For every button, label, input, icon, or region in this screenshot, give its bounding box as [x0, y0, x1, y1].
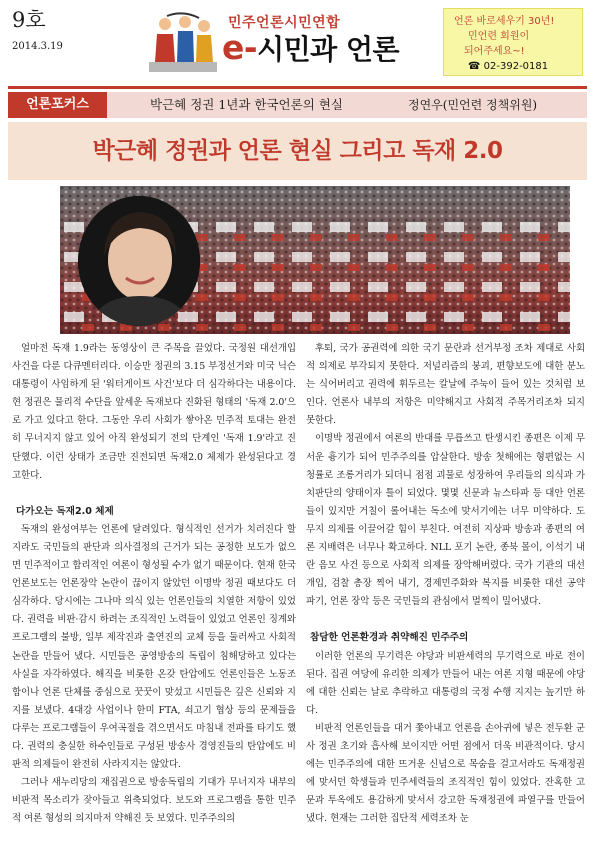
notice-line-3: 되어주세요~!	[464, 46, 525, 57]
issue-date: 2014.3.19	[12, 41, 63, 52]
paragraph: 비판적 언론인들을 대거 쫓아내고 언론을 손아귀에 넣은 전두환 군사 정권 초기와 흡사해 보이지만 어떤 점에서 더욱 비관적이다. 당시에는 민주주의에 대한 뜨거운 신념으로 목숨을 걸고서라도 독재정권에 맞서던 학생들과 민주세력들의 조직적인 힘이 있었다. 잔혹한 고문과 투옥에도 용감하게 맞서서 강고한 독재정권에 파열구를 만들어 냈다. 현재는 그러한 집단적 세력조차 눈	[306, 722, 585, 825]
issue-info	[12, 8, 72, 54]
author-byline: 정연우(민언련 정책위원)	[408, 98, 538, 112]
membership-notice	[443, 8, 583, 76]
section-tag: 언론포커스	[8, 92, 107, 118]
phone-icon: ☎	[468, 61, 481, 72]
logo-illustration-icon	[147, 12, 219, 74]
portrait-photo	[78, 196, 200, 326]
notice-line-2: 민언련 회원이	[468, 31, 530, 42]
paragraph: 후퇴, 국가 공권력에 의한 국기 문란과 선거부정 조차 제대로 사회적 의제로 부각되지 못한다. 저널리즘의 붕괴, 편향보도에 대한 분노는 식어버리고 권력에 휘두르는 칼날에 주눅이 들어 있는 것처럼 보인다. 언론사 내부의 저항은 미약해지고 사회적 주목거리조차 되지 못한다.	[306, 343, 585, 427]
issue-number: 9호	[12, 8, 46, 32]
subheading: 참담한 언론환경과 취약해진 민주주의	[310, 632, 469, 644]
paragraph: 그러나 새누리당의 재집권으로 방송독립의 기대가 무너지자 내부의 비판적 목소리가 잦아들고 위축되었다. 보도와 프로그램을 통한 민주적 여론 형성의 의지마저 약해진 듯 보였다. 민주주의의	[12, 777, 296, 825]
subheading: 다가오는 독재2.0 체제	[16, 505, 114, 517]
org-name: 민주언론시민연합	[228, 15, 341, 31]
header-rule	[8, 86, 587, 89]
portrait-image	[78, 196, 200, 326]
body-column-left	[12, 340, 296, 828]
notice-phone: 02-392-0181	[483, 61, 549, 72]
paragraph: 얼마전 독재 1.9라는 동영상이 큰 주목을 끌었다. 국정원 대선개입 사건을 다룬 다큐멘터리다. 이승만 정권의 3.15 부정선거와 미국 닉슨 대통령이 사임하게 된 '워터게이트 사건'보다 더 심각하다는 내용이다. 현 정권은 물리적 수단을 앞세운 독재보다 진화된 형태의 '독재 2.0'으로 가고 있다고 한다. 그동안 우리 사회가 쌓아온 민주적 토대는 완전히 무너지지 않고 있어 아직 완성되기 전의 단계인 '독재 1.9'라고 진단했다. 이런 상태가 조금만 진전되면 독재2.0 체제가 완성된다고 경고한다.	[12, 343, 296, 481]
paragraph: 이러한 언론의 무기력은 야당과 비판세력의 무기력으로 바로 전이된다. 집권 여당에 유리한 의제가 만들어 내는 여론 지형 때문에 야당에 대한 신뢰는 날로 추락하고 대통령의 국정 수행 지지는 높기만 하다.	[306, 650, 585, 716]
body-column-right	[306, 340, 585, 828]
paragraph: 이명박 정권에서 여론의 반대를 무릅쓰고 탄생시킨 종편은 이제 무서운 흉기가 되어 민주주의를 압살한다. 방송 첫해에는 형편없는 시청률로 조롱거리가 되더니 점점 괴물로 성장하여 우리들의 의식과 가치판단의 양태이자 틀이 되었다. 몇몇 신문과 뉴스타파 등 대안 언론들이 있지만 거칠이 롤어내는 독소에 맞서기에는 너무 미약하다. 도무지 의제를 이끌어갈 힘이 부친다. 여전히 지상파 방송과 종편의 여론 지배력은 너무나 확고하다. NLL 포기 논란, 종북 몰이, 이석기 내란 음모 사건 등으로 사회적 의제를 장악해버렸다. 국가 기관의 대선 개입, 검찰 총장 찍어 내기, 경제민주화와 복지를 비롯한 대선 공약 파기, 언론 장악 등은 국민들의 관심에서 멀찍이 밀어냈다.	[306, 433, 585, 608]
section-subtitle: 박근혜 정권 1년과 한국언론의 현실	[150, 97, 343, 112]
paper-title	[222, 28, 399, 68]
paragraph: 독재의 완성여부는 언론에 달려있다. 형식적인 선거가 치러진다 할지라도 국민들의 판단과 의사결정의 근거가 되는 공정한 보도가 없으면 민주적이고 합리적인 여론이 형성될 수가 없기 때문이다. 현재 한국 언론보도는 언론장악 논란이 끊이지 않았던 이명박 정권 때보다도 더 심각하다. 당시에는 그나마 의식 있는 언론인들의 치열한 저항이 있었다. 권력을 비판·감시 하려는 조직적인 노력들이 있었고 언론인 징계와 프로그램의 불방, 일부 제작진과 출연진의 교체 등을 둘러싸고 사회적 논란을 만들어 냈다. 시민들은 공영방송의 독립이 침해당하고 있다는 사실을 자각하였다. 해직을 비롯한 온갖 탄압에도 언론인들은 노동조합이나 언론 단체를 중심으로 꿋꿋이 맞섰고 시민들은 깊은 신뢰와 지지를 보냈다. 4대강 사업이나 한미 FTA, 쇠고기 협상 등의 문제들을 다루는 프로그램들이 우여곡절을 겪으면서도 마침내 전파를 타기도 했다. 권력의 충실한 하수인들로 구성된 방송사 경영진들의 탄압에도 비판적 의제들이 완전히 사라지지는 않았다.	[12, 523, 296, 771]
notice-line-1: 언론 바로세우기 30년!	[454, 16, 555, 27]
paper-title-prefix: e-	[222, 28, 258, 67]
headline: 박근혜 정권과 언론 현실 그리고 독재 2.0	[92, 138, 503, 164]
paper-title-main: 시민과 언론	[257, 33, 400, 66]
